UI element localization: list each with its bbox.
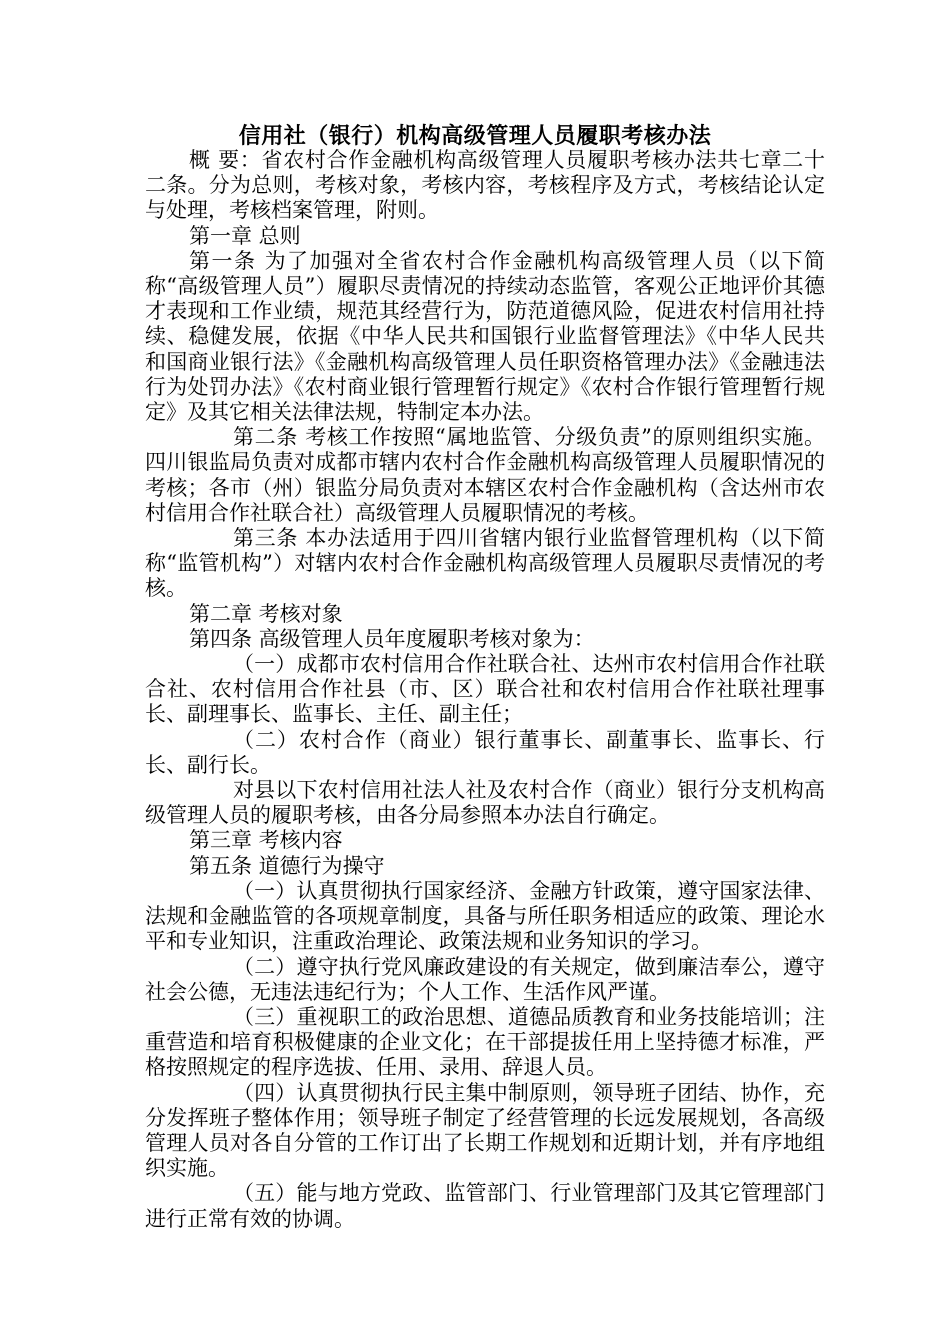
article-1: 第一条 为了加强对全省农村合作金融机构高级管理人员（以下简称“高级管理人员”）履职尽责情况的持续动态监管，客观公正地评价其德才表现和工作业绩，规范其经营行为，防范道德风险，促进农村信用社持续、稳健发展，依据《中华人民共和国银行业监督管理法》《中华人民共和国商业银行法》《金融机构高级管理人员任职资格管理办法》《金融违法行为处罚办法》《农村商业银行管理暂行规定》《农村合作银行管理暂行规定》及其它相关法律法规，特制定本办法。 xyxy=(145,248,825,425)
article-5-item-2: （二）遵守执行党风廉政建设的有关规定，做到廉洁奉公，遵守社会公德，无违法违纪行为；个人工作、生活作风严谨。 xyxy=(145,954,825,1004)
summary-paragraph: 概 要：省农村合作金融机构高级管理人员履职考核办法共七章二十二条。分为总则，考核对象，考核内容，考核程序及方式，考核结论认定与处理，考核档案管理，附则。 xyxy=(145,148,825,223)
article-5-item-5: （五）能与地方党政、监管部门、行业管理部门及其它管理部门进行正常有效的协调。 xyxy=(145,1181,825,1231)
article-5-item-4: （四）认真贯彻执行民主集中制原则，领导班子团结、协作，充分发挥班子整体作用；领导班子制定了经营管理的长远发展规划，各高级管理人员对各自分管的工作订出了长期工作规划和近期计划，并有序地组织实施。 xyxy=(145,1080,825,1181)
article-4-item-1: （一）成都市农村信用合作社联合社、达州市农村信用合作社联合社、农村信用合作社县（市、区）联合社和农村信用合作社联社理事长、副理事长、监事长、主任、副主任； xyxy=(145,652,825,727)
article-4-item-2: （二）农村合作（商业）银行董事长、副董事长、监事长、行长、副行长。 xyxy=(145,727,825,777)
document-title: 信用社（银行）机构高级管理人员履职考核办法 xyxy=(238,123,712,149)
chapter-3-heading: 第三章 考核内容 xyxy=(189,828,343,853)
document-body xyxy=(145,148,825,1232)
chapter-2-heading: 第二章 考核对象 xyxy=(189,601,343,626)
article-5: 第五条 道德行为操守 xyxy=(189,853,385,878)
article-5-item-1: （一）认真贯彻执行国家经济、金融方针政策，遵守国家法律、法规和金融监管的各项规章制度，具备与所任职务相适应的政策、理论水平和专业知识，注重政治理论、政策法规和业务知识的学习。 xyxy=(145,878,825,954)
article-2: 第二条 考核工作按照“属地监管、分级负责”的原则组织实施。四川银监局负责对成都市辖内农村合作金融机构高级管理人员履职情况的考核；各市（州）银监分局负责对本辖区农村合作金融机构（含达州市农村信用合作社联合社）高级管理人员履职情况的考核。 xyxy=(145,425,825,525)
article-4-note: 对县以下农村信用社法人社及农村合作（商业）银行分支机构高级管理人员的履职考核，由各分局参照本办法自行确定。 xyxy=(145,778,825,828)
article-5-item-3: （三）重视职工的政治思想、道德品质教育和业务技能培训；注重营造和培育积极健康的企业文化；在干部提拔任用上坚持德才标准，严格按照规定的程序选拔、任用、录用、辞退人员。 xyxy=(145,1004,825,1080)
chapter-1-heading: 第一章 总则 xyxy=(189,223,301,248)
article-3: 第三条 本办法适用于四川省辖内银行业监督管理机构（以下简称“监管机构”）对辖内农村合作金融机构高级管理人员履职尽责情况的考核。 xyxy=(145,526,825,601)
article-4: 第四条 高级管理人员年度履职考核对象为： xyxy=(189,626,595,651)
